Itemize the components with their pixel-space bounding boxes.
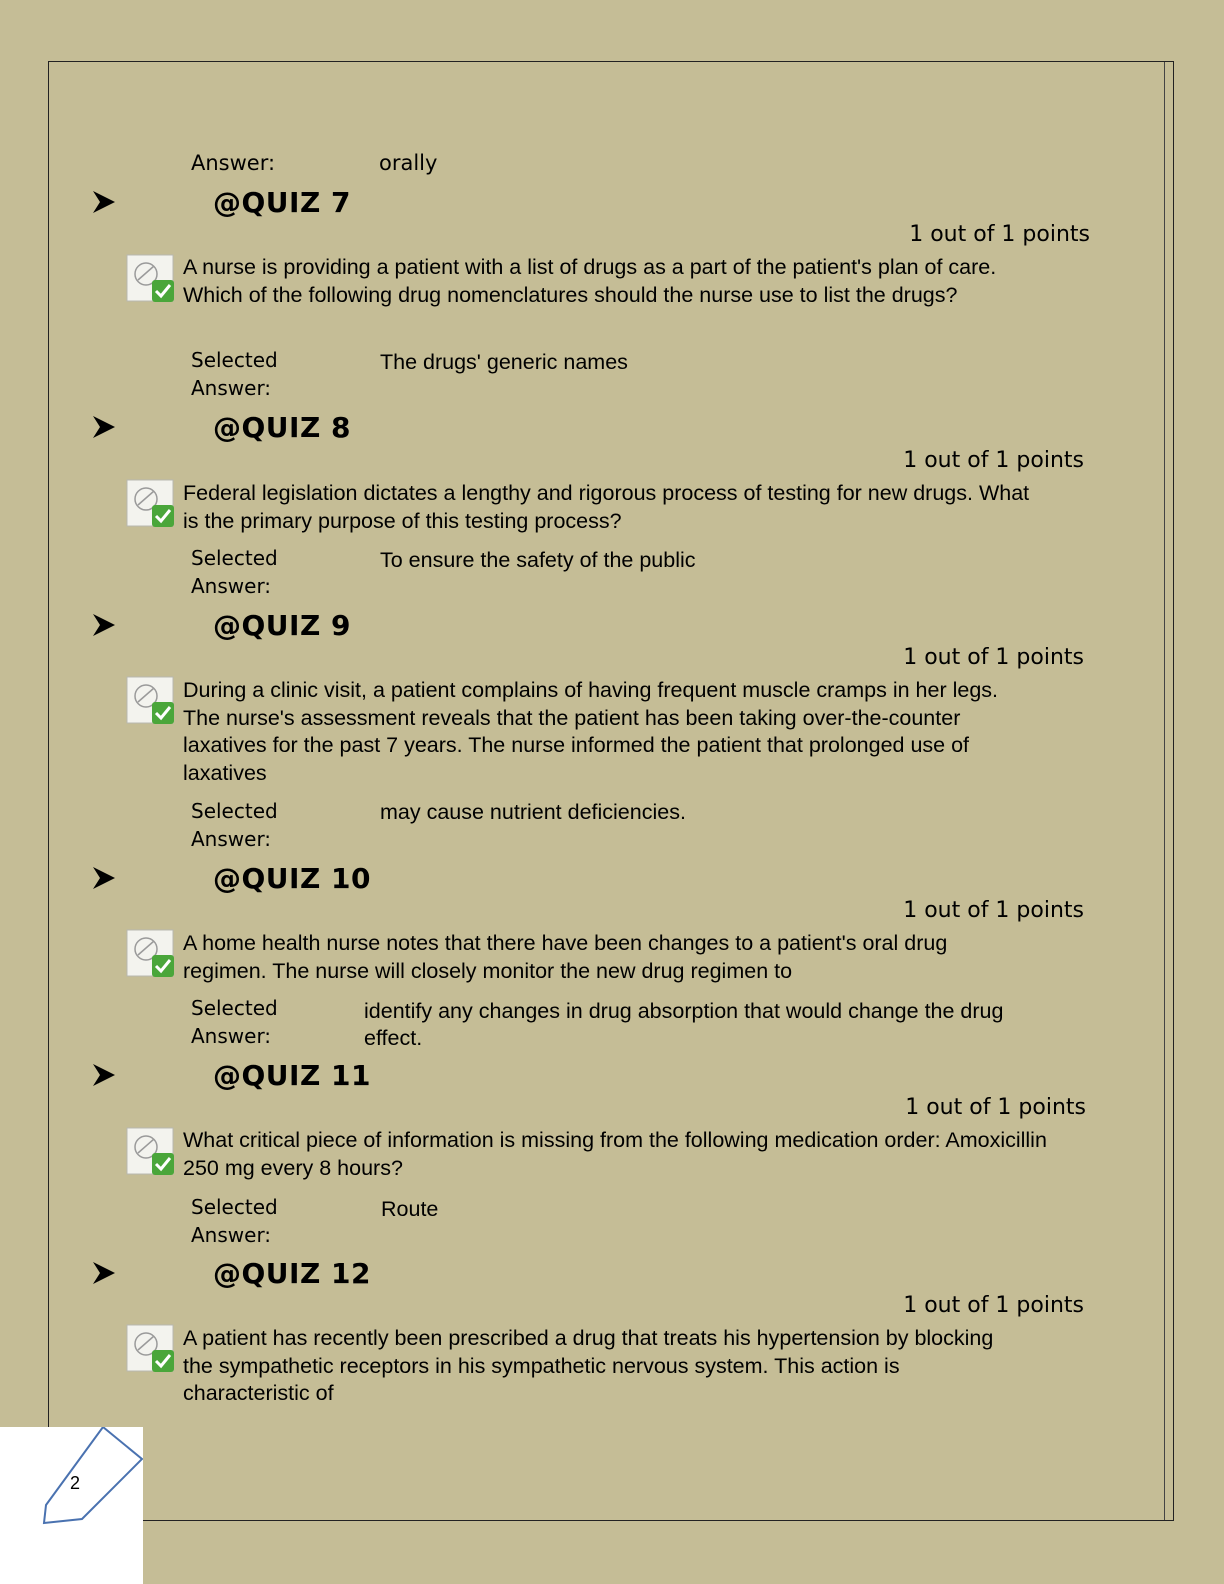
quiz-title: @QUIZ 7: [213, 186, 351, 219]
quiz-title: @QUIZ 8: [213, 411, 351, 444]
points-score: 1 out of 1 points: [903, 645, 1084, 670]
selected-answer-label: Selected Answer:: [191, 546, 278, 598]
arrowhead-bullet-icon: [92, 1261, 116, 1285]
question-text: A nurse is providing a patient with a list of drugs as a part of the patient's plan of care. Which of the following drug nomenclatures should the nurse use to list the drugs?: [183, 255, 997, 307]
page-number-frame-icon: [0, 1427, 143, 1584]
selected-answer-value: The drugs' generic names: [380, 350, 628, 374]
selected-answer-label: Selected Answer:: [191, 799, 278, 851]
quiz-title: @QUIZ 10: [213, 862, 371, 895]
selected-answer-value: Route: [381, 1197, 439, 1221]
answer-label: Answer:: [191, 151, 276, 175]
selected-answer-label: Selected Answer:: [191, 1195, 278, 1247]
points-score: 1 out of 1 points: [905, 1095, 1086, 1120]
quiz-title: @QUIZ 12: [213, 1257, 371, 1290]
selected-answer-value: To ensure the safety of the public: [380, 548, 696, 572]
selected-answer-label: Selected Answer:: [191, 996, 278, 1048]
page-number-box: [0, 1427, 143, 1584]
selected-answer-value: identify any changes in drug absorption that would change the drug effect.: [364, 999, 1004, 1050]
points-score: 1 out of 1 points: [909, 222, 1090, 247]
page-number: 2: [70, 1473, 81, 1493]
arrowhead-bullet-icon: [92, 866, 116, 890]
arrowhead-bullet-icon: [92, 415, 116, 439]
correct-answer-check-icon: [126, 479, 176, 529]
answer-value: orally: [379, 151, 438, 175]
selected-answer-label: Selected Answer:: [191, 348, 278, 400]
correct-answer-check-icon: [126, 1127, 176, 1177]
points-score: 1 out of 1 points: [903, 448, 1084, 473]
quiz-title: @QUIZ 11: [213, 1059, 371, 1092]
points-score: 1 out of 1 points: [903, 1293, 1084, 1318]
correct-answer-check-icon: [126, 1324, 176, 1374]
question-text: A patient has recently been prescribed a drug that treats his hypertension by blocking the sympathetic receptors in his sympathetic nervous system. This action is characteristic of: [183, 1326, 994, 1405]
correct-answer-check-icon: [126, 676, 176, 726]
question-text: Federal legislation dictates a lengthy and rigorous process of testing for new drugs. What is the primary purpose of this testing process?: [183, 481, 1030, 533]
previous-answer: [191, 151, 438, 175]
arrowhead-bullet-icon: [92, 190, 116, 214]
quiz-title: @QUIZ 9: [213, 609, 351, 642]
arrowhead-bullet-icon: [92, 1063, 116, 1087]
correct-answer-check-icon: [126, 929, 176, 979]
arrowhead-bullet-icon: [92, 613, 116, 637]
points-score: 1 out of 1 points: [903, 898, 1084, 923]
selected-answer-value: may cause nutrient deficiencies.: [380, 800, 686, 824]
question-text: What critical piece of information is missing from the following medication order: Amoxicillin 250 mg every 8 hours?: [183, 1128, 1047, 1180]
correct-answer-check-icon: [126, 254, 176, 304]
question-text: A home health nurse notes that there have been changes to a patient's oral drug regimen. The nurse will closely monitor the new drug regimen to: [183, 931, 948, 983]
question-text: During a clinic visit, a patient complains of having frequent muscle cramps in her legs. The nurse's assessment reveals that the patient has been taking over-the-counter laxatives for the past 7 years. The nurse informed the patient that prolonged use of laxatives: [183, 678, 998, 785]
